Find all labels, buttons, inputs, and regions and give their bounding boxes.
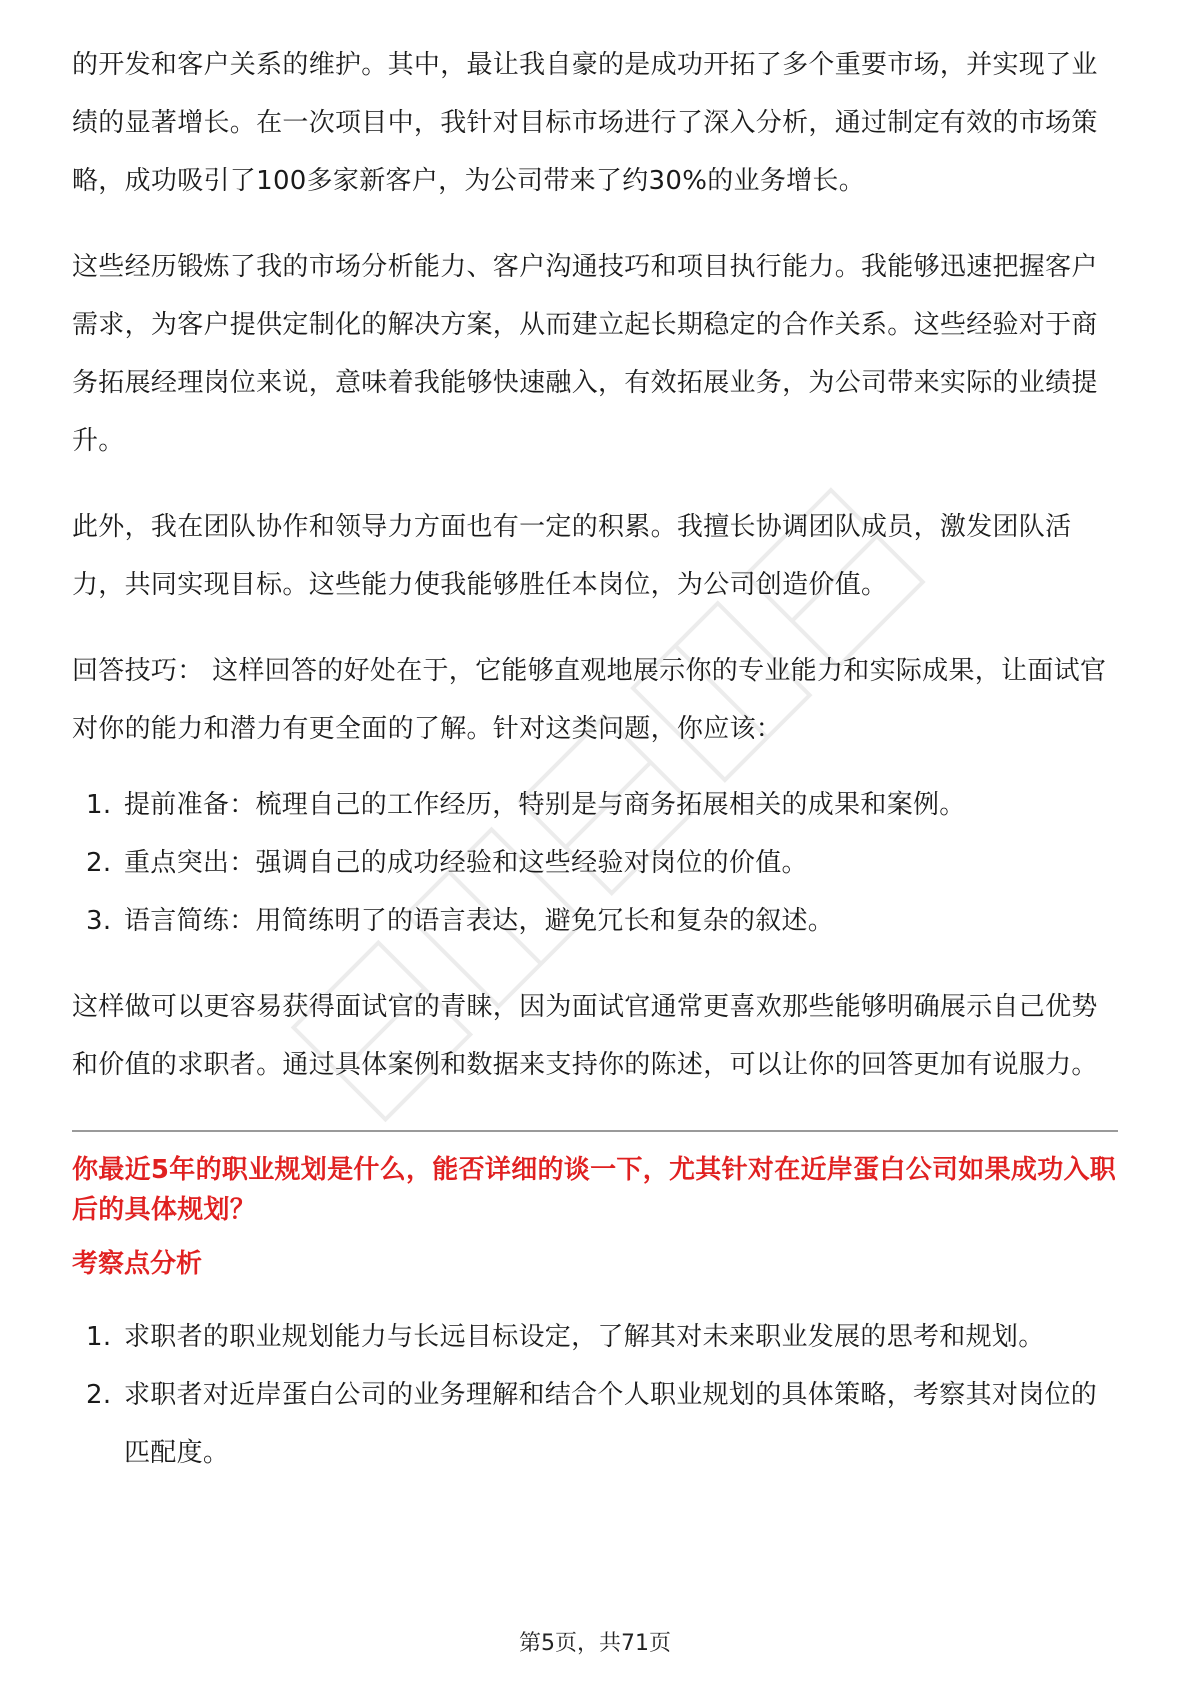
paragraph-answer-tips: 回答技巧： 这样回答的好处在于，它能够直观地展示你的专业能力和实际成果，让面试官对你的能力和潜力有更全面的了解。针对这类问题，你应该： bbox=[72, 656, 1107, 744]
paragraph-closing: 这样做可以更容易获得面试官的青睐，因为面试官通常更喜欢那些能够明确展示自己优势和价值的求职者。通过具体案例和数据来支持你的陈述，可以让你的回答更加有说服力。 bbox=[72, 992, 1098, 1080]
list-item: 3. 语言简练：用简练明了的语言表达，避免冗长和复杂的叙述。 bbox=[86, 906, 835, 936]
page-number-footer: 第5页，共71页 bbox=[519, 1631, 671, 1656]
paragraph-teamwork: 此外，我在团队协作和领导力方面也有一定的积累。我擅长协调团队成员，激发团队活力，共同实现目标。这些能力使我能够胜任本岗位，为公司创造价值。 bbox=[72, 512, 1072, 600]
list-item: 1. 提前准备：梳理自己的工作经历，特别是与商务拓展相关的成果和案例。 bbox=[86, 790, 966, 820]
list-item: 2. 重点突出：强调自己的成功经验和这些经验对岗位的价值。 bbox=[86, 848, 808, 878]
analysis-list bbox=[72, 1308, 1118, 1482]
document-page bbox=[72, 36, 1118, 1482]
paragraph-experience: 的开发和客户关系的维护。其中，最让我自豪的是成功开拓了多个重要市场，并实现了业绩的显著增长。在一次项目中，我针对目标市场进行了深入分析，通过制定有效的市场策略，成功吸引了100多家新客户，为公司带来了约30%的业务增长。 bbox=[72, 50, 1098, 196]
list-item: 1. 求职者的职业规划能力与长远目标设定，了解其对未来职业发展的思考和规划。 bbox=[86, 1322, 1045, 1352]
list-item: 2. 求职者对近岸蛋白公司的业务理解和结合个人职业规划的具体策略，考察其对岗位的匹配度。 bbox=[86, 1380, 1098, 1468]
tips-list bbox=[72, 776, 1118, 950]
paragraph-skills: 这些经历锻炼了我的市场分析能力、客户沟通技巧和项目执行能力。我能够迅速把握客户需求，为客户提供定制化的解决方案，从而建立起长期稳定的合作关系。这些经验对于商务拓展经理岗位来说，意味着我能够快速融入，有效拓展业务，为公司带来实际的业绩提升。 bbox=[72, 252, 1098, 456]
question-heading: 你最近5年的职业规划是什么，能否详细的谈一下，尤其针对在近岸蛋白公司如果成功入职后的具体规划？ bbox=[72, 1155, 1117, 1225]
analysis-heading: 考察点分析 bbox=[72, 1249, 203, 1279]
